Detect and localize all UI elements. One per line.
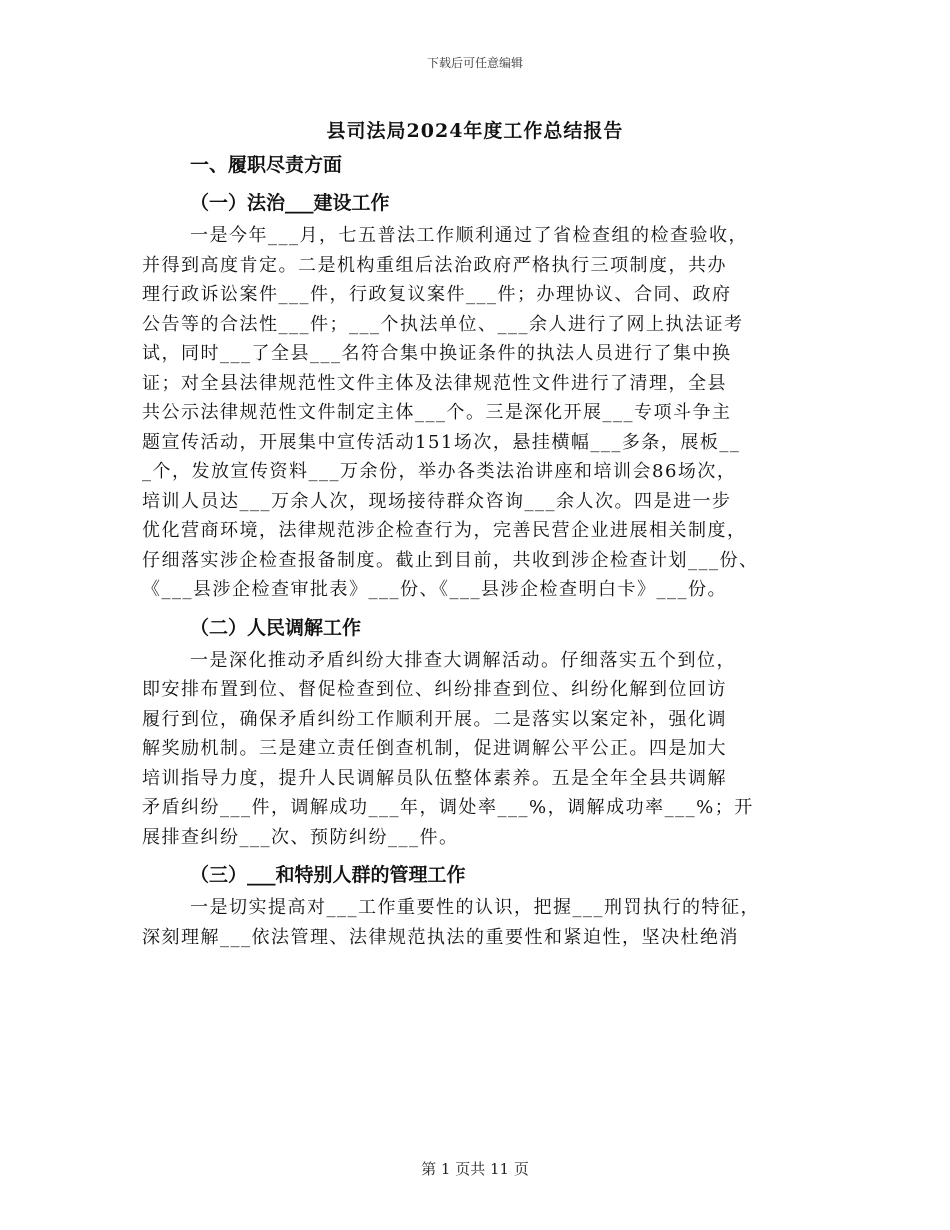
text-line: 试，同时___了全县___名符合集中换证条件的执法人员进行了集中换 bbox=[142, 343, 732, 364]
paragraph-1 bbox=[142, 221, 814, 605]
document-title: 县司法局2024年度工作总结报告 bbox=[326, 120, 624, 142]
subsection-heading-3: （三）___和特别人群的管理工作 bbox=[190, 864, 466, 886]
text-line: 公告等的合法性___件；___个执法单位、___余人进行了网上执法证考 bbox=[142, 313, 744, 335]
text-line: 即安排布置到位、督促检查到位、纠纷排查到位、纠纷化解到位回访 bbox=[142, 679, 727, 700]
text-line: 一是今年___月，七五普法工作顺利通过了省检查组的检查验收， bbox=[190, 225, 748, 246]
paragraph-3 bbox=[142, 893, 814, 952]
text-line: 证；对全县法律规范性文件主体及法律规范性文件进行了清理，全县 bbox=[142, 372, 727, 394]
text-line: 题宣传活动，开展集中宣传活动151场次，悬挂横幅___多条，展板__ bbox=[142, 431, 741, 453]
text-line: 培训指导力度，提升人民调解员队伍整体素养。五是全年全县共调解 bbox=[142, 767, 727, 789]
paragraph-2 bbox=[142, 646, 814, 853]
text-line: 履行到位，确保矛盾纠纷工作顺利开展。二是落实以案定补，强化调 bbox=[142, 708, 727, 730]
text-line: 一是切实提高对___工作重要性的认识，把握___刑罚执行的特征， bbox=[190, 897, 760, 918]
document-body bbox=[142, 150, 814, 956]
text-line: 展排查纠纷___次、预防纠纷___件。 bbox=[142, 826, 459, 848]
text-line: 一是深化推动矛盾纠纷大排查大调解活动。仔细落实五个到位， bbox=[190, 649, 736, 671]
text-line: 仔细落实涉企检查报备制度。截止到目前，共收到涉企检查计划___份、 bbox=[142, 549, 759, 571]
text-line: 培训人员达___万余人次，现场接待群众咨询___余人次。四是进一步 bbox=[142, 490, 732, 512]
text-line: 理行政诉讼案件___件，行政复议案件___件；办理协议、合同、政府 bbox=[142, 284, 732, 305]
text-line: 优化营商环境，法律规范涉企检查行为，完善民营企业进展相关制度， bbox=[142, 520, 747, 541]
text-line: _个，发放宣传资料___万余份，举办各类法治讲座和培训会86场次， bbox=[142, 461, 737, 482]
text-line: 共公示法律规范性文件制定主体___个。三是深化开展___专项斗争主 bbox=[142, 402, 732, 423]
text-line: 《___县涉企检查审批表》___份、《___县涉企检查明白卡》___份。 bbox=[142, 579, 727, 600]
subsection-heading-1: （一）法治___建设工作 bbox=[190, 192, 390, 214]
subsection-heading-2: （二）人民调解工作 bbox=[190, 616, 362, 639]
text-line: 矛盾纠纷___件，调解成功___年，调处率___%，调解成功率___%；开 bbox=[142, 797, 754, 818]
section-heading-1: 一、履职尽责方面 bbox=[190, 154, 343, 176]
text-line: 深刻理解___依法管理、法律规范执法的重要性和紧迫性，坚决杜绝消 bbox=[142, 926, 739, 948]
header-note: 下载后可任意编辑 bbox=[426, 56, 523, 70]
page-footer: 第 1 页共 11 页 bbox=[421, 1160, 529, 1178]
text-line: 并得到高度肯定。二是机构重组后法治政府严格执行三项制度，共办 bbox=[142, 254, 727, 276]
text-line: 解奖励机制。三是建立责任倒查机制，促进调解公平公正。四是加大 bbox=[142, 738, 727, 759]
